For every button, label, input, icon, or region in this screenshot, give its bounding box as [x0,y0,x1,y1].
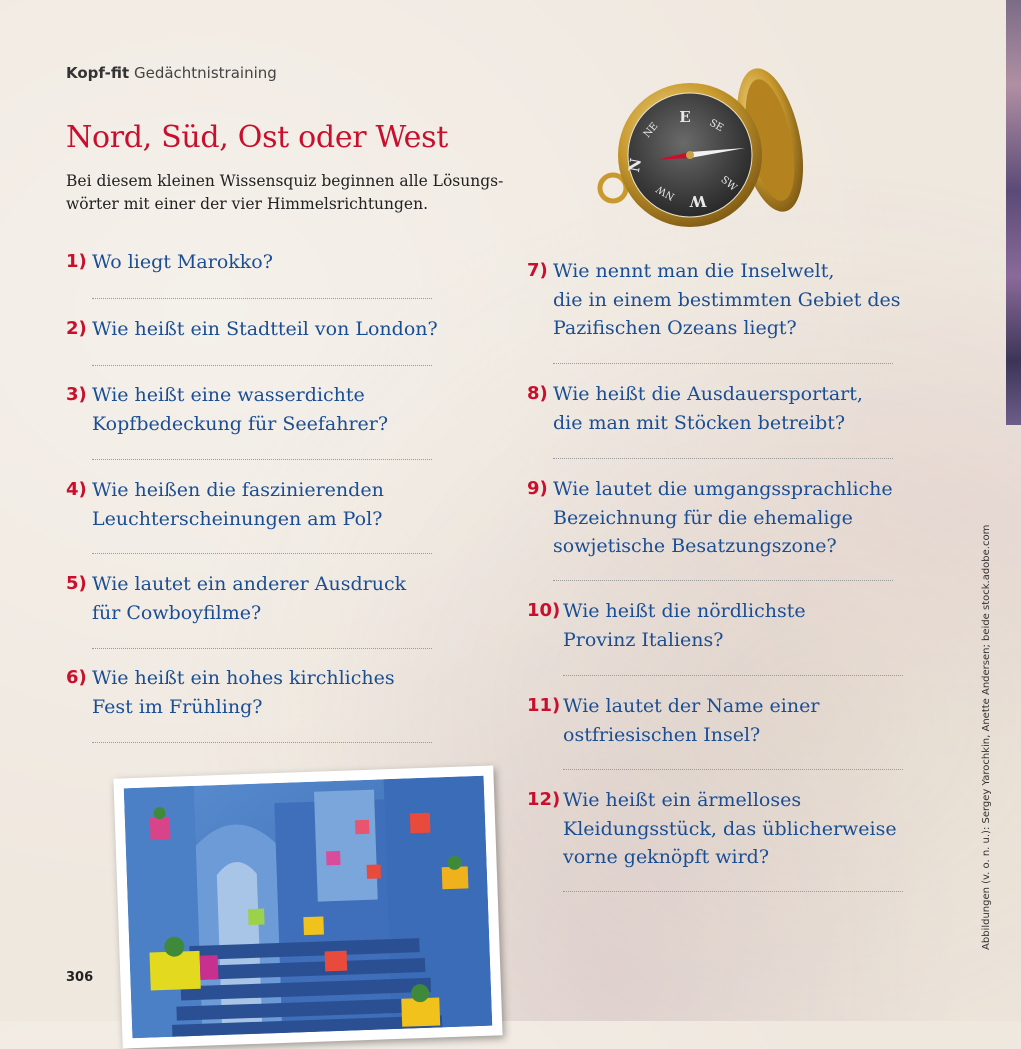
question-2 [66,315,438,344]
question-text: Wie heißt die nördlichste Provinz Italiens? [563,600,806,651]
question-5 [66,570,406,627]
svg-text:NW: NW [654,182,677,202]
question-text: Wo liegt Marokko? [92,251,273,273]
question-number: 3) [66,384,87,405]
question-9 [527,475,893,561]
svg-text:W: W [689,192,707,210]
answer-line [563,675,903,676]
svg-text:SW: SW [718,174,739,194]
question-text: Wie heißt ein Stadtteil von London? [92,318,438,340]
answer-line [553,458,893,459]
answer-line [553,580,893,581]
question-6 [66,664,395,721]
question-number: 2) [66,318,87,339]
edge-photo-strip [1006,0,1021,425]
answer-line [92,553,432,554]
question-12 [527,786,897,872]
question-text: Wie lautet ein anderer Ausdruck für Cowboyfilme? [92,573,407,624]
header-brand: Kopf-fit [66,64,130,82]
answer-line [563,769,903,770]
page-header [66,64,277,82]
image-credit: Abbildungen (v. o. n. u.): Sergey Yarochkin, Anette Andersen; beide stock.adobe.com [981,524,992,950]
question-number: 11) [527,695,561,716]
question-number: 4) [66,479,87,500]
intro-text: Bei diesem kleinen Wissensquiz beginnen alle Lösungs- wörter mit einer der vier Himmelsrichtungen. [66,172,504,213]
svg-text:N: N [625,156,646,174]
answer-line [92,459,432,460]
question-number: 9) [527,478,548,499]
question-number: 5) [66,573,87,594]
header-section: Gedächtnistraining [133,64,277,82]
question-number: 12) [527,789,561,810]
question-number: 1) [66,251,87,272]
question-3 [66,381,388,438]
answer-line [92,298,432,299]
answer-line [92,648,432,649]
question-1 [66,248,273,277]
question-text: Wie heißen die faszinierenden Leuchterscheinungen am Pol? [92,479,384,530]
answer-line [553,363,893,364]
question-7 [527,257,901,343]
question-number: 6) [66,667,87,688]
question-text: Wie heißt eine wasserdichte Kopfbedeckung für Seefahrer? [92,384,389,435]
question-text: Wie lautet der Name einer ostfriesischen Insel? [563,695,820,746]
photo-blue-alley [113,765,502,1048]
question-11 [527,692,819,749]
question-number: 8) [527,383,548,404]
question-10 [527,597,806,654]
compass-icon [595,60,810,235]
question-8 [527,380,863,437]
question-4 [66,476,384,533]
question-number: 7) [527,260,548,281]
question-text: Wie heißt ein ärmelloses Kleidungsstück, das üblicherweise vorne geknöpft wird? [563,789,897,868]
answer-line [92,365,432,366]
svg-text:NE: NE [641,120,661,141]
alley-photo-image [124,776,493,1038]
answer-line [563,891,903,892]
question-text: Wie heißt ein hohes kirchliches Fest im Frühling? [92,667,395,718]
page-title: Nord, Süd, Ost oder West [66,120,448,155]
svg-text:E: E [679,108,691,126]
question-number: 10) [527,600,561,621]
question-text: Wie nennt man die Inselwelt, die in einem bestimmten Gebiet des Pazifischen Ozeans liegt? [553,260,901,339]
question-text: Wie heißt die Ausdauersportart, die man mit Stöcken betreibt? [553,383,863,434]
svg-text:SE: SE [707,117,726,135]
question-text: Wie lautet die umgangssprachliche Bezeichnung für die ehemalige sowjetische Besatzungszone? [553,478,893,557]
page-number: 306 [66,970,94,985]
answer-line [92,742,432,743]
